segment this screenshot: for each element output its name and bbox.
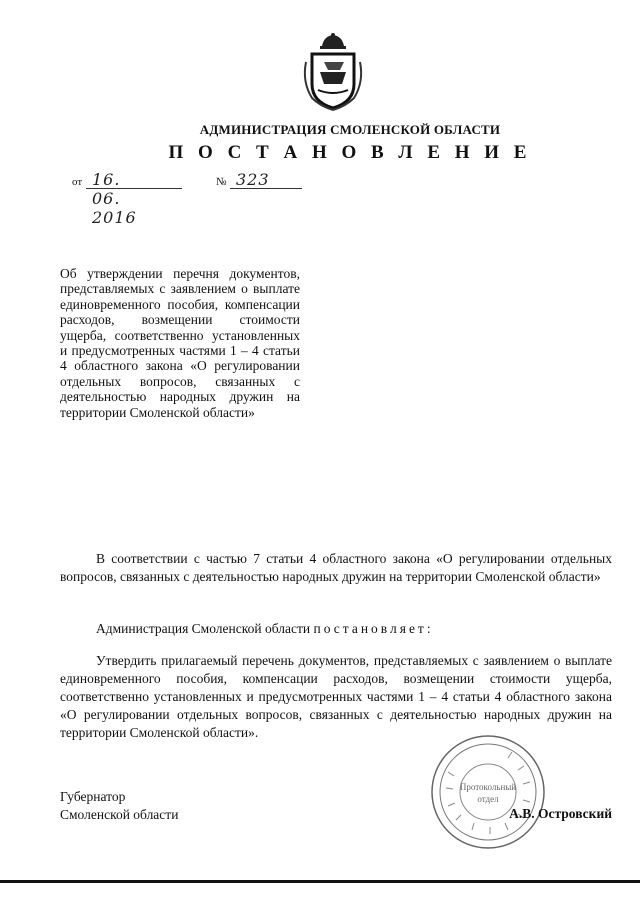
number-prefix: №	[216, 176, 227, 188]
resolution-verb: постановляет:	[313, 621, 434, 636]
organization-name: АДМИНИСТРАЦИЯ СМОЛЕНСКОЙ ОБЛАСТИ	[199, 122, 501, 137]
footer-rule	[0, 880, 640, 883]
official-seal-stamp	[428, 732, 548, 852]
handwritten-date: 16. 06. 2016	[92, 170, 137, 227]
stamp-text-line2: отдел	[477, 794, 499, 804]
date-prefix: от	[72, 176, 83, 188]
coat-of-arms-emblem	[300, 32, 366, 112]
stamp-text-line1: Протокольный	[459, 782, 517, 792]
operative-paragraph: Утвердить прилагаемый перечень документов, представляемых с заявлением о выплате единовременного пособия, компенсации расходов, возмещении стоимости ущерба, соответственно установленных и предусмотренных частями 1 – 4 статьи 4 областного закона «О регулировании отдельных вопросов, связанных с деятельностью народных дружин на территории Смоленской области».	[60, 653, 612, 740]
signatory-name: А.В. Островский	[509, 806, 612, 821]
resolution-paragraph	[60, 620, 612, 638]
signatory-position	[60, 788, 178, 824]
document-title: Об утверждении перечня документов, представляемых с заявлением о выплате единовременного пособия, компенсации расходов, возмещении стоимости ущерба, соответственно установленных и предусмотренных частями 1 – 4 статьи 4 областного закона «О регулировании отдельных вопросов, связанных с деятельностью народных дружин на территории Смоленской области»	[60, 266, 300, 420]
document-type-heading: П О С Т А Н О В Л Е Н И Е	[168, 142, 532, 163]
handwritten-number: 323	[236, 170, 270, 189]
preamble-paragraph: В соответствии с частью 7 статьи 4 областного закона «О регулировании отдельных вопросов, связанных с деятельностью народных дружин на территории Смоленской области»	[60, 551, 612, 584]
signatory-title: Губернатор	[60, 789, 126, 804]
resolution-lead: Администрация Смоленской области	[96, 621, 311, 636]
signatory-region: Смоленской области	[60, 807, 179, 822]
